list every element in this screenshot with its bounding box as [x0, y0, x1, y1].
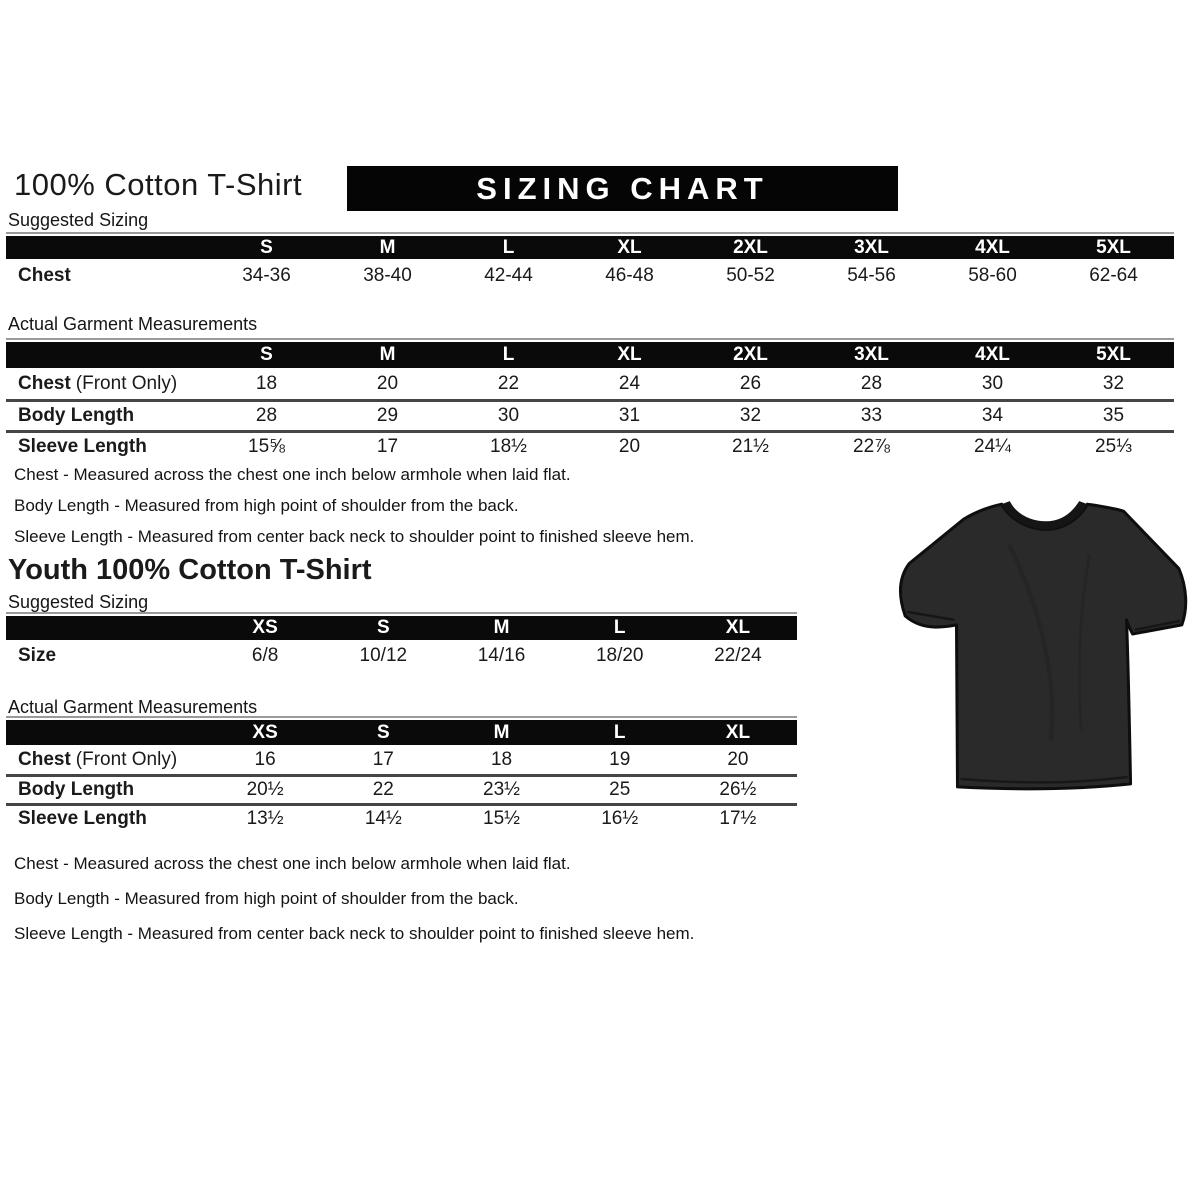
column-header: M: [379, 237, 396, 258]
cell-value: 34-36: [242, 264, 291, 286]
cell-value: 20½: [246, 779, 284, 800]
table-row: [6, 368, 1174, 399]
table-header-row: [6, 236, 1174, 259]
row-label: Chest: [18, 264, 71, 286]
note-sleeve-length: Sleeve Length - Measured from center back neck to shoulder point to finished sleeve hem.: [14, 924, 695, 943]
youth-measurement-notes: [14, 854, 694, 959]
column-header: 2XL: [733, 344, 768, 365]
cell-value: 25⅓: [1095, 436, 1132, 457]
column-header: XS: [252, 617, 278, 638]
column-header: XS: [252, 722, 278, 743]
cell-value: 33: [860, 405, 883, 426]
column-header: XL: [725, 722, 751, 743]
adult-suggested-sizing-label: Suggested Sizing: [8, 210, 149, 230]
row-label: Sleeve Length: [18, 436, 147, 457]
column-header: 4XL: [975, 237, 1010, 258]
cell-value: 26: [739, 372, 762, 394]
youth-actual-measurements-table: [6, 716, 797, 832]
column-header: 4XL: [975, 344, 1010, 365]
table-row: [6, 430, 1174, 461]
note-body-length: Body Length - Measured from high point of shoulder from the back.: [14, 889, 519, 908]
cell-value: 17½: [719, 808, 757, 829]
cell-value: 13½: [246, 808, 284, 829]
youth-page-title: Youth 100% Cotton T-Shirt: [8, 554, 372, 586]
cell-value: 20: [727, 748, 749, 770]
column-header: M: [493, 617, 510, 638]
cell-value: 18½: [490, 436, 527, 457]
cell-value: 31: [618, 405, 641, 426]
page-title: 100% Cotton T-Shirt: [14, 167, 303, 202]
cell-value: 10/12: [359, 645, 408, 666]
table-row: [6, 640, 797, 672]
column-header: 5XL: [1096, 237, 1131, 258]
cell-value: 23½: [483, 779, 520, 800]
column-header: 2XL: [733, 237, 768, 258]
cell-value: 22/24: [714, 645, 762, 666]
cell-value: 16: [254, 748, 276, 770]
cell-value: 6/8: [251, 645, 279, 666]
adult-actual-measurements-label: Actual Garment Measurements: [8, 314, 258, 334]
table-row: [6, 774, 797, 803]
cell-value: 15½: [483, 808, 520, 829]
column-header: S: [376, 722, 390, 743]
column-header: 5XL: [1096, 344, 1131, 365]
cell-value: 17: [376, 436, 399, 457]
table-row: [6, 259, 1174, 292]
cell-value: 35: [1102, 405, 1125, 426]
note-chest: Chest - Measured across the chest one inch below armhole when laid flat.: [14, 465, 571, 484]
table-header-row: [6, 616, 797, 640]
cell-value: 18: [490, 748, 513, 770]
header-spacer: [6, 236, 206, 259]
cell-value: 24: [618, 372, 641, 394]
column-header: XL: [725, 617, 751, 638]
cell-value: 46-48: [605, 264, 654, 286]
cell-value: 62-64: [1089, 264, 1138, 286]
column-header: M: [379, 344, 396, 365]
cell-value: 28: [255, 405, 278, 426]
cell-value: 28: [860, 372, 883, 394]
cell-value: 16½: [601, 808, 639, 829]
table-header-row: [6, 342, 1174, 368]
cell-value: 50-52: [726, 264, 775, 286]
cell-value: 30: [981, 372, 1004, 394]
table-header-row: [6, 720, 797, 745]
adult-suggested-sizing-table: [6, 232, 1174, 292]
column-header: S: [260, 237, 273, 258]
cell-value: 22: [372, 779, 394, 800]
adult-measurement-notes: [14, 465, 694, 558]
cell-value: 32: [739, 405, 762, 426]
note-chest: Chest - Measured across the chest one inch below armhole when laid flat.: [14, 854, 571, 873]
header-spacer: [6, 342, 206, 368]
row-label: Sleeve Length: [18, 808, 147, 829]
tshirt-photo: [888, 474, 1190, 806]
table-row: [6, 803, 797, 832]
cell-value: 29: [376, 405, 399, 426]
column-header: L: [502, 237, 515, 258]
row-label: Chest (Front Only): [18, 372, 178, 394]
youth-actual-measurements-label: Actual Garment Measurements: [8, 697, 258, 717]
column-header: M: [493, 722, 510, 743]
cell-value: 42-44: [484, 264, 533, 286]
cell-value: 18/20: [595, 645, 644, 666]
cell-value: 19: [609, 748, 631, 770]
cell-value: 30: [497, 405, 520, 426]
note-sleeve-length: Sleeve Length - Measured from center back neck to shoulder point to finished sleeve hem.: [14, 527, 695, 546]
cell-value: 18: [255, 372, 278, 394]
header-spacer: [6, 616, 206, 640]
adult-actual-measurements-table: [6, 338, 1174, 461]
cell-value: 34: [981, 405, 1004, 426]
row-label-suffix: (Front Only): [75, 748, 178, 770]
cell-value: 24¼: [974, 436, 1011, 457]
row-label: Size: [18, 645, 57, 666]
row-label: Body Length: [18, 779, 135, 800]
column-header: L: [502, 344, 515, 365]
sizing-chart-banner: SIZING CHART: [347, 166, 898, 211]
cell-value: 21½: [732, 436, 769, 457]
cell-value: 54-56: [847, 264, 896, 286]
column-header: L: [613, 617, 626, 638]
cell-value: 17: [372, 748, 394, 770]
note-body-length: Body Length - Measured from high point of shoulder from the back.: [14, 496, 519, 515]
cell-value: 25: [609, 779, 631, 800]
row-label: Chest (Front Only): [18, 748, 178, 770]
column-header: 3XL: [854, 237, 889, 258]
cell-value: 26½: [719, 779, 757, 800]
column-header: L: [613, 722, 626, 743]
cell-value: 14/16: [477, 645, 526, 666]
cell-value: 32: [1102, 372, 1125, 394]
cell-value: 22: [497, 372, 520, 394]
cell-value: 20: [618, 436, 641, 457]
row-label: Body Length: [18, 405, 135, 426]
cell-value: 38-40: [363, 264, 412, 286]
column-header: XL: [617, 237, 642, 258]
column-header: S: [260, 344, 273, 365]
youth-suggested-sizing-label: Suggested Sizing: [8, 592, 149, 612]
tshirt-illustration: [888, 474, 1190, 806]
table-row: [6, 745, 797, 774]
header-spacer: [6, 720, 206, 745]
youth-suggested-sizing-table: [6, 612, 797, 672]
cell-value: 15⅝: [248, 436, 285, 457]
cell-value: 58-60: [968, 264, 1017, 286]
cell-value: 22⅞: [853, 436, 890, 457]
column-header: XL: [617, 344, 642, 365]
cell-value: 14½: [364, 808, 402, 829]
table-row: [6, 399, 1174, 430]
cell-value: 20: [376, 372, 399, 394]
row-label-suffix: (Front Only): [75, 372, 178, 394]
column-header: 3XL: [854, 344, 889, 365]
column-header: S: [376, 617, 390, 638]
